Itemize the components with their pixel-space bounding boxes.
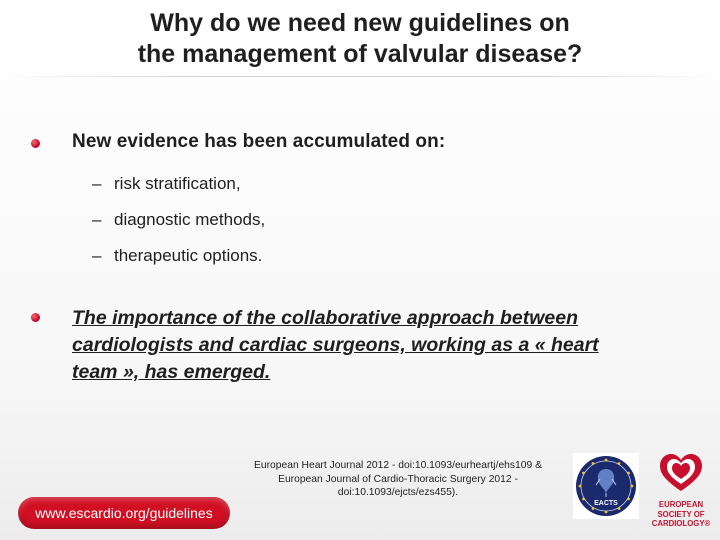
eacts-logo-text: EACTS [594,500,618,507]
guidelines-link[interactable]: www.escardio.org/guidelines [35,505,213,521]
citation-line-1: European Heart Journal 2012 - doi:10.1093/eurheartj/ehs109 & [254,460,542,471]
sub-item-2 [92,210,265,230]
sub-item-3-text: therapeutic options. [114,246,263,265]
sub-item-1 [92,174,241,194]
bullet-dot-icon [31,139,40,148]
bullet-1-text: New evidence has been accumulated on: [72,131,446,152]
title-line-1: Why do we need new guidelines on [150,9,570,37]
bullet-2-text: The importance of the collaborative approach between cardiologists and cardiac surgeons, working as a « heart team », has emerged. [72,307,599,383]
esc-logo-label [646,500,716,529]
dash: – [92,174,102,193]
citation-line-3: doi:10.1093/ejcts/ezs455). [337,487,459,498]
slide-title [30,8,690,70]
sub-item-2-text: diagnostic methods, [114,210,266,229]
bullet-dot-icon [31,313,40,322]
dash: – [92,210,102,229]
esc-logo-line-2: SOCIETY OF [657,509,705,519]
sub-item-1-text: risk stratification, [114,174,241,193]
title-divider [0,76,720,77]
esc-logo-line-3: CARDIOLOGY® [651,519,711,528]
dash: – [92,246,102,265]
esc-logo-line-1: EUROPEAN [658,500,704,509]
citation [232,459,564,500]
title-line-2: the management of valvular disease? [137,40,583,68]
citation-line-2: European Journal of Cardio-Thoracic Surgery 2012 - [278,473,518,485]
eacts-logo [573,453,639,519]
sub-item-3 [92,246,262,266]
